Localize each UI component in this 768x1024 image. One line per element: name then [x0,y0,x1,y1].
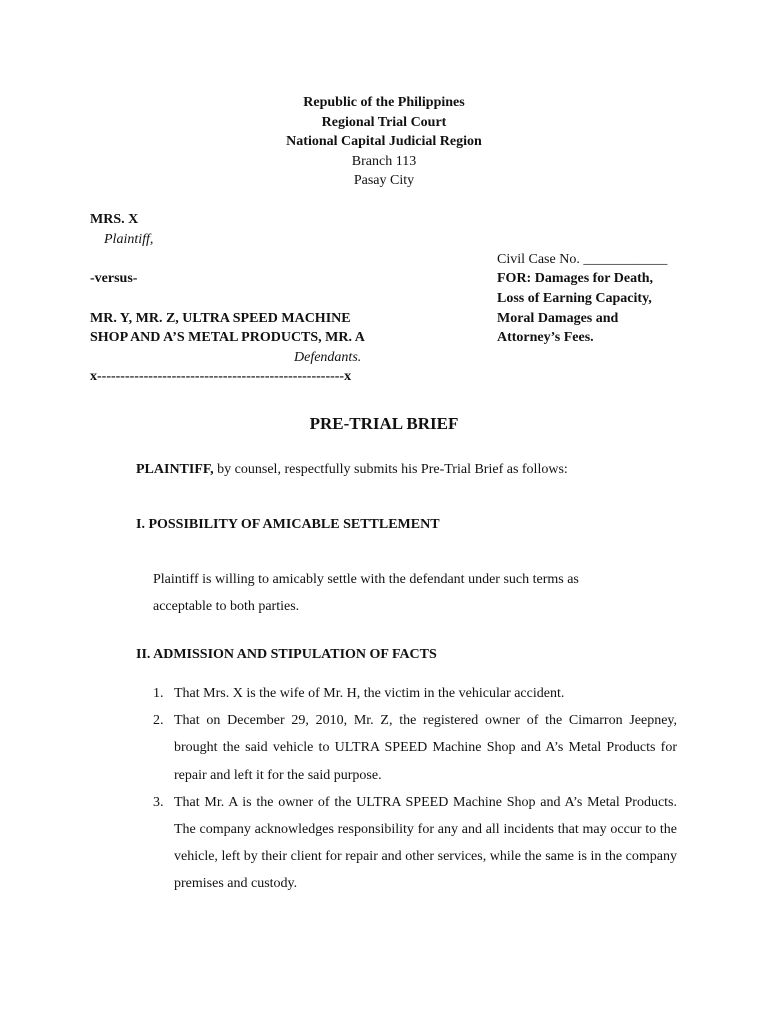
versus-label: -versus- [90,271,138,286]
header-region: National Capital Judicial Region [286,134,482,150]
header-republic: Republic of the Philippines [303,95,465,110]
list-item-text: That on December 29, 2010, Mr. Z, the registered owner of the Cimarron Jeepney, brought the said vehicle to ULTRA SPEED Machine Shop and A’s Metal Products for repair and left it for the said purpose. [174,713,677,783]
defendants-role: Defendants. [294,350,362,365]
intro-bold: PLAINTIFF, [136,462,214,477]
civil-case-number: Civil Case No. ____________ [497,252,668,267]
list-item [153,680,677,707]
list-item [153,789,677,898]
intro-text: by counsel, respectfully submits his Pre-Trial Brief as follows: [213,462,568,477]
list-item-text: That Mrs. X is the wife of Mr. H, the victim in the vehicular accident. [174,686,565,701]
document-title: PRE-TRIAL BRIEF [309,414,459,433]
for-line-3: Moral Damages and [497,311,619,326]
court-header [0,93,768,191]
plaintiff-name: MRS. X [90,212,139,227]
list-item-number: 2. [153,713,164,729]
list-item-number: 3. [153,794,164,810]
header-court: Regional Trial Court [321,114,447,130]
section-1-line-1: Plaintiff is willing to amicably settle with the defendant under such terms as [153,572,579,587]
caption-separator: x-----------------------------------------------------x [90,369,352,384]
plaintiff-role: Plaintiff, [104,232,154,247]
defendants-line-1: MR. Y, MR. Z, ULTRA SPEED MACHINE [90,311,351,326]
intro-paragraph [136,462,568,478]
header-branch: Branch 113 [351,153,417,169]
for-line-4: Attorney’s Fees. [497,330,594,345]
defendants-line-2: SHOP AND A’S METAL PRODUCTS, MR. A [90,330,365,345]
list-item [153,707,677,789]
section-2-heading: II. ADMISSION AND STIPULATION OF FACTS [136,647,437,662]
for-line-1: FOR: Damages for Death, [497,271,654,286]
for-line-2: Loss of Earning Capacity, [497,291,652,306]
list-item-number: 1. [153,686,164,701]
header-city: Pasay City [353,173,415,189]
list-item-text: That Mr. A is the owner of the ULTRA SPEED Machine Shop and A’s Metal Products. The company acknowledges responsibility for any and all incidents that may occur to the vehicle, left by their client for repair and other services, while the same is in the company premises and custody. [174,794,677,892]
section-1-line-2: acceptable to both parties. [153,599,300,614]
facts-list [153,680,677,898]
section-1-heading: I. POSSIBILITY OF AMICABLE SETTLEMENT [136,517,440,532]
